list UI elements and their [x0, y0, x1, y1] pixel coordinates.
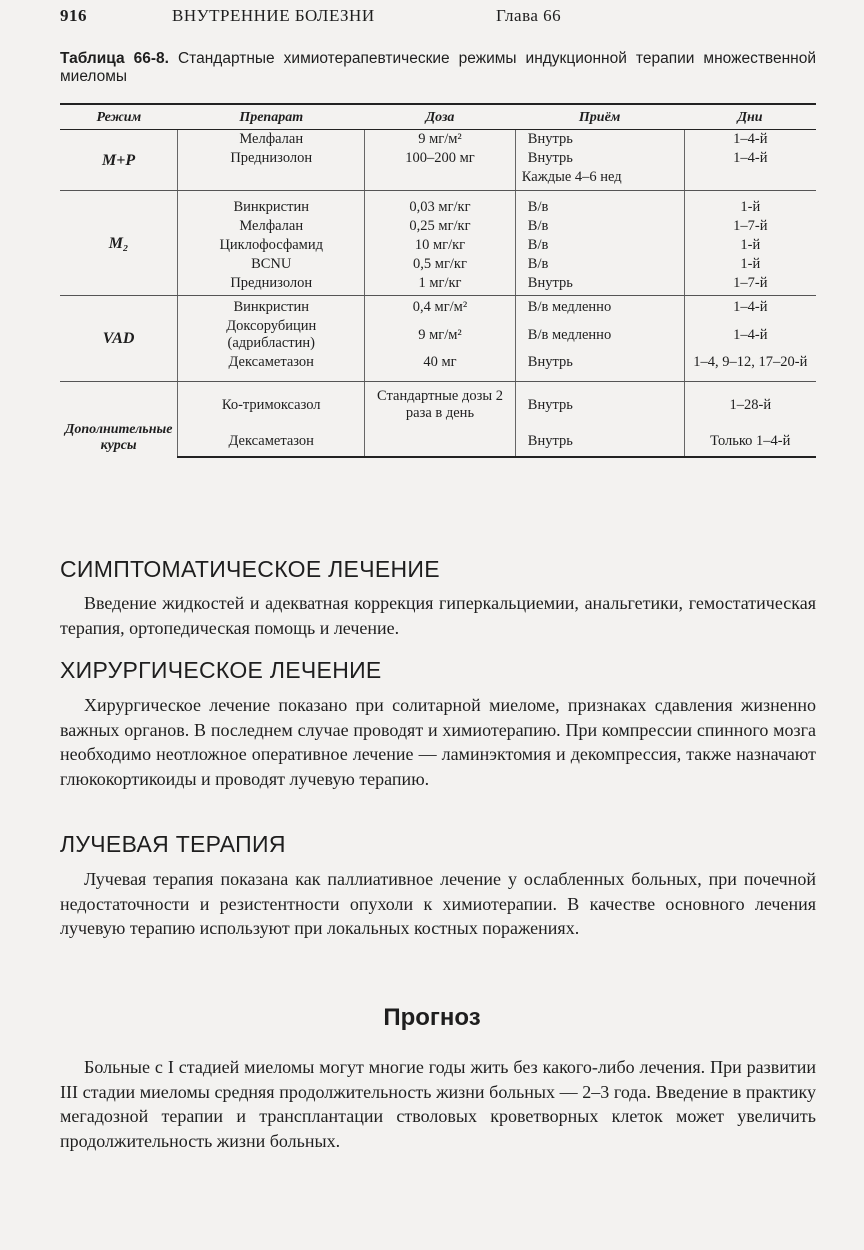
section-heading-symptomatic: СИМПТОМАТИЧЕСКОЕ ЛЕЧЕНИЕ	[60, 556, 440, 582]
table-header-row	[60, 104, 816, 130]
drug-cell: Винкристин	[178, 191, 365, 218]
route-cell: Внутрь	[515, 130, 684, 150]
drug-cell	[178, 168, 365, 191]
drug-cell: Доксорубицин (адрибластин)	[178, 317, 365, 353]
route-cell: Внутрь	[515, 382, 684, 424]
table-caption-label: Таблица 66-8.	[60, 50, 169, 67]
drug-cell: Преднизолон	[178, 149, 365, 168]
days-cell: 1–4, 9–12, 17–20-й	[684, 353, 816, 382]
dose-cell: 0,03 мг/кг	[365, 191, 516, 218]
col-header-days: Дни	[684, 104, 816, 130]
regimen-cell: VAD	[60, 296, 178, 382]
regimen-cell: Дополнительные курсы	[60, 382, 178, 458]
days-cell: 1–7-й	[684, 274, 816, 296]
days-cell	[684, 168, 816, 191]
paragraph-surgical: Хирургическое лечение показано при солитарной миеломе, признаках сдавления жизненно важных органов. В последнем случае проводят и химиотерапию. При компрессии спинного мозга необходимо неотложное оперативное лечение — ламинэктомия и декомпрессия, также назначают глюкокортикоиды и проводят лучевую терапию.	[60, 695, 816, 789]
drug-cell: Мелфалан	[178, 217, 365, 236]
dose-cell: 10 мг/кг	[365, 236, 516, 255]
running-header	[60, 6, 820, 32]
days-cell: 1-й	[740, 237, 761, 253]
dose-cell: 1 мг/кг	[365, 274, 516, 296]
dose-cell: 0,5 мг/кг	[365, 255, 516, 274]
book-title: ВНУТРЕННИЕ БОЛЕЗНИ	[172, 6, 375, 25]
dose-cell	[365, 423, 516, 457]
drug-cell: Дексаметазон	[178, 353, 365, 382]
chapter-label: Глава 66	[496, 6, 562, 25]
days-cell: 1–4-й	[733, 299, 768, 315]
section-heading-surgical: ХИРУРГИЧЕСКОЕ ЛЕЧЕНИЕ	[60, 657, 382, 683]
days-cell: 1–4-й	[733, 150, 768, 166]
page-number: 916	[60, 6, 87, 25]
drug-cell: Винкристин	[178, 296, 365, 318]
route-cell: Внутрь	[515, 274, 684, 296]
days-cell: 1–4-й	[733, 326, 768, 343]
days-cell: 1-й	[740, 199, 761, 215]
route-cell: В/в	[515, 236, 684, 255]
drug-cell: Мелфалан	[178, 130, 365, 150]
dose-cell: 0,4 мг/м²	[365, 296, 516, 318]
route-cell: Внутрь	[515, 149, 684, 168]
section-heading-radiation: ЛУЧЕВАЯ ТЕРАПИЯ	[60, 831, 286, 857]
table-row	[60, 130, 816, 150]
route-cell: В/в	[515, 255, 684, 274]
drug-cell: Преднизолон	[178, 274, 365, 296]
col-header-route: Приём	[515, 104, 684, 130]
route-cell: В/в	[515, 191, 684, 218]
col-header-drug: Препарат	[178, 104, 365, 130]
table-caption	[60, 50, 816, 86]
drug-cell: Ко-тримоксазол	[178, 382, 365, 424]
col-header-regimen: Режим	[60, 104, 178, 130]
table-row	[60, 382, 816, 424]
dose-cell: 9 мг/м²	[365, 317, 516, 353]
dose-cell: 9 мг/м²	[365, 130, 516, 150]
dose-cell	[365, 168, 516, 191]
table-row	[60, 296, 816, 318]
dose-cell: 100–200 мг	[365, 149, 516, 168]
paragraph-radiation: Лучевая терапия показана как паллиативное лечение у ослабленных больных, при почечной недостаточности и резистентности опухоли к химиотерапии. В качестве основного лечения лучевую терапию используют при локальных костных поражениях.	[60, 869, 816, 938]
drug-cell: Циклофосфамид	[178, 236, 365, 255]
route-cell: В/в	[515, 217, 684, 236]
drug-cell: Дексаметазон	[178, 423, 365, 457]
regimen-cell: M+P	[60, 130, 178, 191]
days-cell: Только 1–4-й	[684, 423, 816, 457]
route-cell: В/в медленно	[515, 317, 684, 353]
col-header-dose: Доза	[365, 104, 516, 130]
paragraph-symptomatic: Введение жидкостей и адекватная коррекция гиперкальциемии, анальгетики, гемостатическая терапия, ортопедическая помощь и лечение.	[60, 593, 816, 638]
dose-cell: 0,25 мг/кг	[365, 217, 516, 236]
days-cell: 1–28-й	[729, 396, 772, 413]
route-cell: Внутрь	[515, 423, 684, 457]
route-cell: В/в медленно	[515, 296, 684, 318]
paragraph-prognosis: Больные с I стадией миеломы могут многие годы жить без какого-либо лечения. При развитии III стадии миеломы средняя продолжительность жизни больных — 2–3 года. Введение в практику мегадозной терапии и трансплантации стволовых кроветворных клеток может увеличить продолжительность жизни больных.	[60, 1057, 816, 1151]
drug-cell: BCNU	[178, 255, 365, 274]
table-caption-text: Стандартные химиотерапевтические режимы индукционной терапии множественной миеломы	[60, 50, 817, 85]
days-cell: 1–7-й	[733, 218, 768, 234]
dose-cell: Стандартные дозы 2 раза в день	[365, 382, 516, 424]
section-heading-prognosis: Прогноз	[383, 1004, 481, 1031]
days-cell: 1-й	[740, 256, 761, 272]
regimen-table	[60, 103, 816, 458]
days-cell: 1–4-й	[733, 131, 768, 147]
route-cell: Внутрь	[515, 353, 684, 382]
route-cell: Каждые 4–6 нед	[515, 168, 684, 191]
regimen-cell: M₂	[60, 191, 178, 296]
dose-cell: 40 мг	[365, 353, 516, 382]
table-row	[60, 191, 816, 218]
